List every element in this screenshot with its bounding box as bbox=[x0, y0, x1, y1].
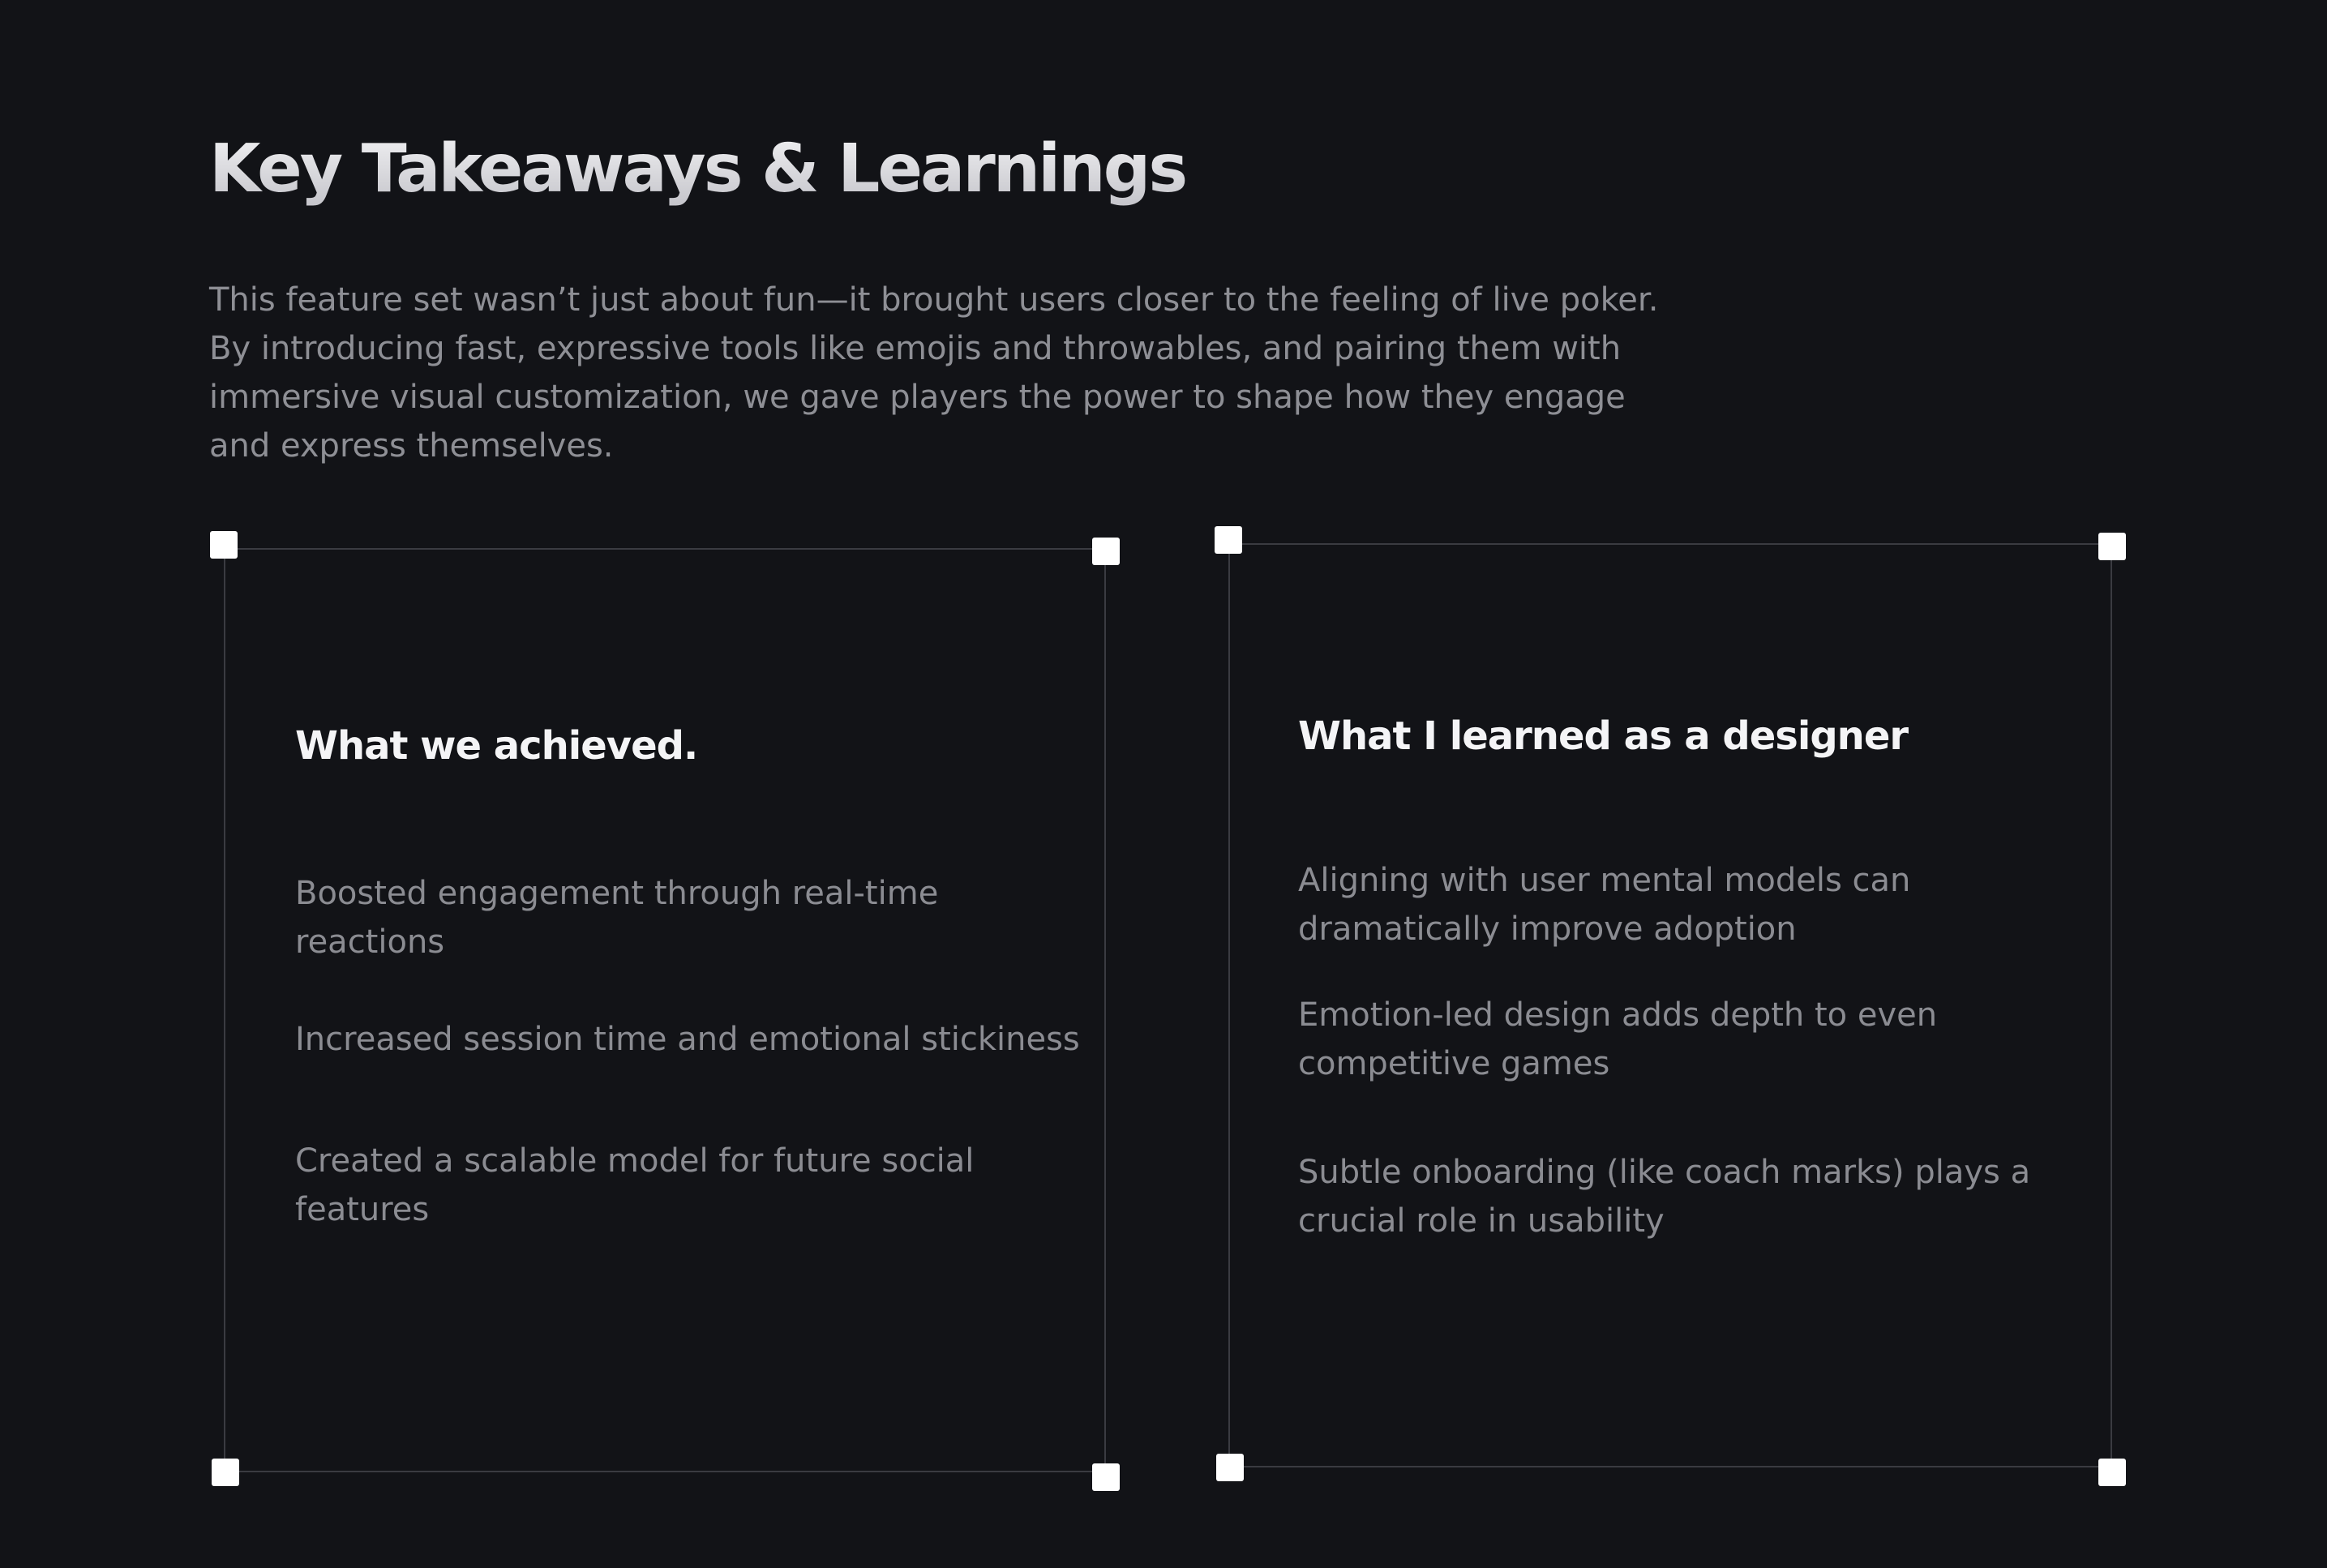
corner-handle-bottom-right bbox=[1092, 1463, 1120, 1491]
intro-paragraph: This feature set wasn’t just about fun—it brought users closer to the feeling of live poker. By introducing fast, expressive tools like emojis and throwables, and pairing them with immersive visual customization, we gave players the power to shape how they engage and express themselves. bbox=[209, 281, 1659, 465]
achievements-card bbox=[224, 548, 1106, 1472]
corner-handle-top-left bbox=[1215, 526, 1242, 554]
learnings-card bbox=[1228, 543, 2112, 1467]
learning-item: Aligning with user mental models can dramatically improve adoption bbox=[1298, 862, 1911, 948]
corner-handle-top-right bbox=[2098, 533, 2126, 560]
corner-handle-bottom-left bbox=[212, 1459, 239, 1486]
corner-handle-bottom-right bbox=[2098, 1459, 2126, 1486]
corner-handle-bottom-left bbox=[1216, 1454, 1244, 1481]
corner-handle-top-right bbox=[1092, 538, 1120, 565]
card-heading: What I learned as a designer bbox=[1298, 713, 1909, 759]
achievement-item: Boosted engagement through real-time reactions bbox=[295, 875, 939, 961]
page-title: Key Takeaways & Learnings bbox=[209, 130, 1185, 209]
achievement-item: Increased session time and emotional stickiness bbox=[295, 1021, 1080, 1058]
achievement-item: Created a scalable model for future social features bbox=[295, 1142, 975, 1228]
corner-handle-top-left bbox=[210, 531, 238, 559]
card-heading: What we achieved. bbox=[295, 723, 698, 769]
learning-item: Emotion-led design adds depth to even competitive games bbox=[1298, 996, 1938, 1082]
learning-item: Subtle onboarding (like coach marks) plays a crucial role in usability bbox=[1298, 1154, 2031, 1240]
